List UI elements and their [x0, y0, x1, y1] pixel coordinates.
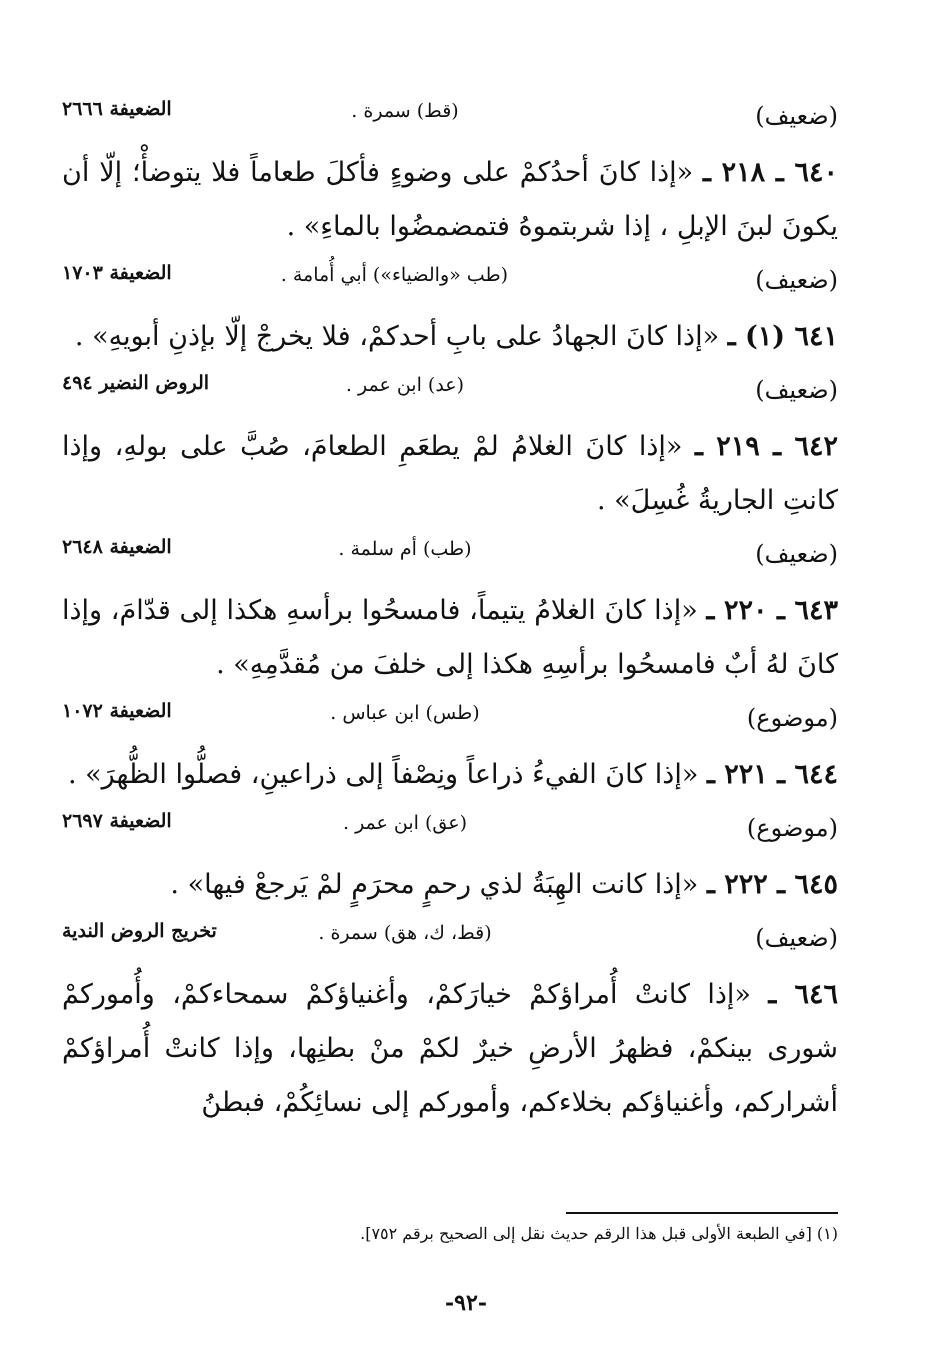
hadith-number: ٦٤٤ ـ ٢٢١ ـ: [706, 759, 838, 790]
grade-row: [62, 92, 838, 142]
hadith-text: «إذا كانَ الغلامُ يتيماً، فامسحُوا برأسهِ هكذا إلى قدّامَ، وإذا كانَ لهُ أبٌ فامسحُوا برأسِهِ هكذا إلى خلفَ من مُقدَّمِهِ» .: [62, 595, 838, 680]
hadith-number: ٦٤٠ ـ ٢١٨ ـ: [703, 157, 838, 188]
hadith-entry: [62, 306, 838, 366]
hadith-number: ٦٤١ (١) ـ: [727, 321, 838, 352]
source-citation: (قط) سمرة .: [351, 100, 459, 122]
hadith-text: «إذا كانت الهِبَةُ لذي رحمٍ محرَمٍ لمْ يَرجعْ فيها» .: [170, 869, 699, 900]
grade-label: (موضوع): [746, 814, 838, 842]
reference: تخريج الروض الندية: [62, 920, 217, 942]
source-citation: (عد) ابن عمر .: [345, 374, 465, 396]
page-body: [62, 92, 838, 1132]
grade-row: [62, 366, 838, 416]
hadith-entry: [62, 964, 838, 1132]
hadith-text: «إذا كانتْ أُمراؤكمْ خيارَكمْ، وأغنياؤكمْ سمحاءكمْ، وأُموركمْ شورى بينكمْ، فظهرُ الأرضِ خيرٌ لكمْ منْ بطنِها، وإذا كانتْ أُمراؤكمْ أشراركم، وأغنياؤكم بخلاءكم، وأموركم إلى نسائِكُمْ، فبطنُ: [62, 979, 838, 1118]
source-citation: (طب) أم سلمة .: [338, 538, 472, 560]
grade-row: [62, 914, 838, 964]
reference: الضعيفة ٢٦٦٦: [62, 98, 172, 120]
hadith-entry: [62, 580, 838, 694]
hadith-number: ٦٤٦ ـ: [768, 979, 838, 1010]
hadith-entry: [62, 744, 838, 804]
hadith-entry: [62, 416, 838, 530]
hadith-entry: [62, 854, 838, 914]
reference: الضعيفة ٢٦٤٨: [62, 536, 172, 558]
source-citation: (طس) ابن عباس .: [330, 702, 480, 724]
reference: الروض النضير ٤٩٤: [62, 372, 210, 394]
source-citation: (طب «والضياء») أبي أُمامة .: [280, 264, 508, 286]
hadith-text: «إذا كانَ أحدُكمْ على وضوءٍ فأكلَ طعاماً فلا يتوضأْ؛ إلّا أن يكونَ لبنَ الإبلِ ، إذا شربتموهُ فتمضمضُوا بالماءِ» .: [62, 157, 838, 242]
page-number: -٩٢-: [445, 1290, 487, 1316]
grade-row: [62, 804, 838, 854]
grade-label: (ضعيف): [755, 376, 838, 404]
grade-label: (ضعيف): [755, 102, 838, 130]
reference: الضعيفة ١٧٠٣: [62, 262, 172, 284]
reference: الضعيفة ٢٦٩٧: [62, 810, 172, 832]
hadith-number: ٦٤٣ ـ ٢٢٠ ـ: [706, 595, 839, 626]
source-citation: (عق) ابن عمر .: [342, 812, 467, 834]
hadith-number: ٦٤٥ ـ ٢٢٢ ـ: [706, 869, 838, 900]
source-citation: (قط، ك، هق) سمرة .: [318, 922, 492, 944]
footnote-divider: [566, 1212, 838, 1214]
grade-label: (ضعيف): [755, 266, 838, 294]
footnote: (١) [في الطبعة الأولى قبل هذا الرقم حديث نقل إلى الصحيح برقم ٧٥٢].: [360, 1224, 838, 1243]
grade-label: (ضعيف): [755, 924, 838, 952]
hadith-text: «إذا كانَ الجهادُ على بابِ أحدكمْ، فلا يخرجْ إلّا بإذنِ أبويهِ» .: [74, 321, 720, 352]
hadith-text: «إذا كانَ الغلامُ لمْ يطعَمِ الطعامَ، صُبَّ على بولهِ، وإذا كانتِ الجاريةُ غُسِلَ» .: [62, 431, 838, 516]
grade-label: (موضوع): [746, 704, 838, 732]
grade-label: (ضعيف): [755, 540, 838, 568]
grade-row: [62, 256, 838, 306]
hadith-number: ٦٤٢ ـ ٢١٩ ـ: [694, 431, 838, 462]
grade-row: [62, 530, 838, 580]
grade-row: [62, 694, 838, 744]
hadith-entry: [62, 142, 838, 256]
hadith-text: «إذا كانَ الفيءُ ذراعاً ونِصْفاً إلى ذراعينِ، فصلُّوا الظُّهرَ» .: [67, 759, 699, 790]
reference: الضعيفة ١٠٧٢: [62, 700, 172, 722]
